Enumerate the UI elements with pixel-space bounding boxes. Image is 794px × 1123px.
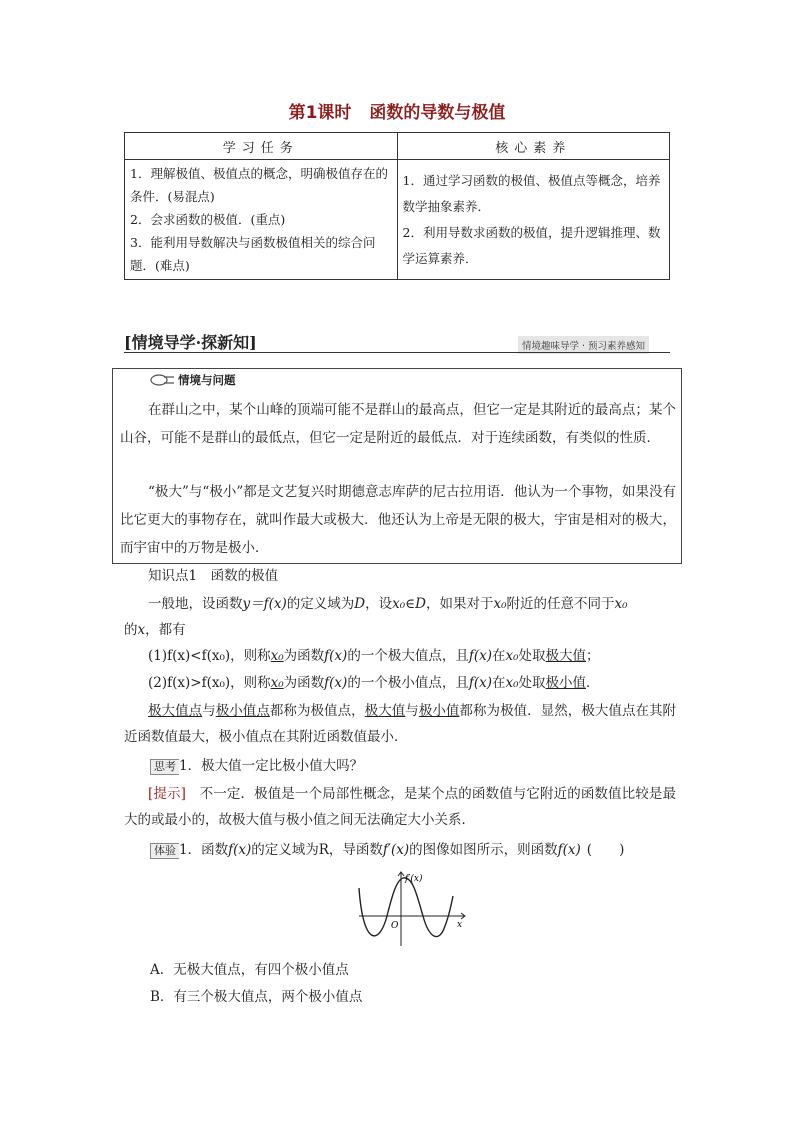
y-axis-label: f′(x) (405, 874, 423, 884)
extremum-summary: 极大值点与极小值点都称为极值点，极大值与极小值都称为极值．显然，极大值点在其附近函数值最大，极小值点在其附近函数值最小． (124, 703, 677, 745)
scenario-label: 情境与问题 (178, 373, 236, 387)
definition-intro-cont: 的x，都有 (124, 622, 186, 638)
task-item: 1．理解极值、极值点的概念，明确极值存在的条件．(易混点) (130, 166, 388, 204)
section-heading: [情境导学·探新知] (124, 333, 257, 352)
literacy-item: 2．利用导数求函数的极值，提升逻辑推理、数学运算素养． (402, 224, 661, 266)
derivative-curve (359, 878, 453, 937)
header-tasks: 学习任务 (125, 133, 398, 160)
scenario-paragraph-1: 在群山之中，某个山峰的顶端可能不是群山的最高点，但它一定是其附近的最高点；某个山谷，可能不是群山的最低点，但它一定是附近的最低点．对于连续函数，有类似的性质． (120, 402, 676, 446)
exercise-tag: 体验 (150, 843, 179, 859)
think-hint: [提示] 不一定．极值是一个局部性概念，是某个点的函数值与它附近的函数值比较是最大的或最小的，故极大值与极小值之间无法确定大小关系． (124, 786, 677, 828)
case-maximum: (1)f(x)<f(x₀)，则称x₀为函数f(x)的一个极大值点，且f(x)在x₀处取极大值； (148, 648, 600, 664)
literacy-cell (397, 160, 670, 280)
case-minimum: (2)f(x)>f(x₀)，则称x₀为函数f(x)的一个极小值点，且f(x)在x₀处取极小值． (148, 675, 600, 691)
x-axis-label: x (457, 920, 463, 930)
header-literacy: 核心素养 (397, 133, 670, 160)
think-question: 思考 1．极大值一定比极小值大吗？ (150, 754, 363, 778)
option-a: A．无极大值点，有四个极小值点 (150, 962, 349, 978)
option-b: B．有三个极大值点，两个极小值点 (150, 989, 363, 1005)
task-item: 3．能利用导数解决与函数极值相关的综合问题．(难点) (130, 235, 376, 273)
task-item: 2．会求函数的极值．(重点) (130, 212, 286, 227)
tasks-cell (125, 160, 398, 280)
hint-tag: [提示] (148, 786, 186, 802)
scenario-icon (150, 373, 176, 387)
scenario-paragraph-2: “极大”与“极小”都是文艺复兴时期德意志库萨的尼古拉用语．他认为一个事物，如果没有比它更大的事物存在，就叫作最大或极大．他还认为上帝是无限的极大，宇宙是相对的极大，而宇宙中的万物是极小． (120, 484, 676, 556)
section-tag: 情境趣味导学 · 预习素养感知 (518, 336, 649, 354)
definition-intro: 一般地，设函数y＝f(x)的定义域为D，设x₀∈D，如果对于x₀附近的任意不同于x₀ (148, 596, 628, 612)
exercise-question: 体验 1．函数f(x)的定义域为R，导函数f′(x)的图像如图所示，则函数f(x) ( ) (150, 838, 676, 862)
page-title (0, 98, 794, 123)
literacy-item: 1．通过学习函数的极值、极值点等概念，培养数学抽象素养． (402, 172, 661, 214)
lesson-number: 第1课时 (288, 103, 352, 123)
objectives-table (124, 132, 670, 280)
derivative-graph (355, 866, 470, 950)
think-tag: 思考 (150, 759, 179, 775)
origin-label: O (391, 921, 399, 931)
lesson-topic: 函数的导数与极值 (369, 103, 506, 123)
section-rule (124, 352, 670, 353)
knowledge-heading: 知识点1 函数的极值 (148, 568, 279, 584)
